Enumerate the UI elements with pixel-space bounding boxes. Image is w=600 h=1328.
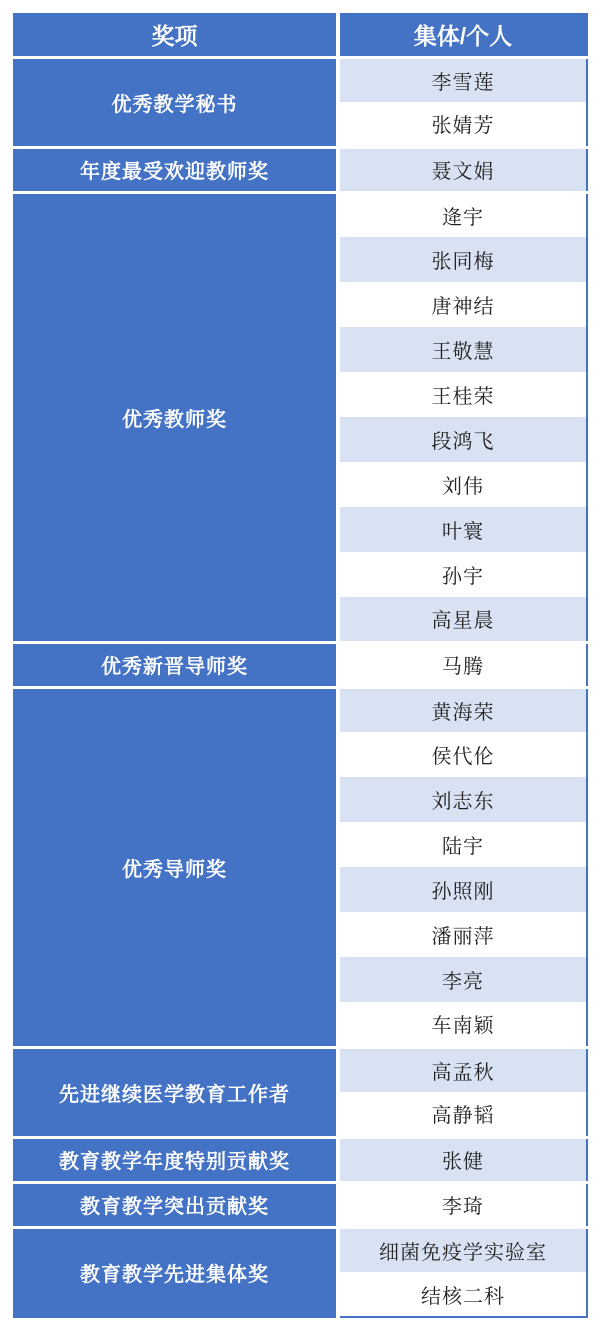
table-row — [13, 1227, 587, 1272]
recipient-cell: 逄宇 — [338, 192, 587, 237]
award-cell: 教育教学年度特别贡献奖 — [13, 1137, 338, 1182]
column-header-recipient: 集体/个人 — [338, 13, 587, 57]
recipient-cell: 孙宇 — [338, 552, 587, 597]
column-header-award: 奖项 — [13, 13, 338, 57]
recipient-cell: 高孟秋 — [338, 1047, 587, 1092]
award-cell: 教育教学突出贡献奖 — [13, 1182, 338, 1227]
recipient-cell: 叶寰 — [338, 507, 587, 552]
recipient-cell: 细菌免疫学实验室 — [338, 1227, 587, 1272]
table-row — [13, 1137, 587, 1182]
recipient-cell: 段鸿飞 — [338, 417, 587, 462]
table-row — [13, 57, 587, 102]
header-row — [13, 13, 587, 57]
recipient-cell: 李亮 — [338, 957, 587, 1002]
award-cell: 优秀导师奖 — [13, 687, 338, 1047]
award-cell: 优秀新晋导师奖 — [13, 642, 338, 687]
recipient-cell: 李雪莲 — [338, 57, 587, 102]
table-row — [13, 687, 587, 732]
recipient-cell: 刘伟 — [338, 462, 587, 507]
award-cell: 年度最受欢迎教师奖 — [13, 147, 338, 192]
recipient-cell: 孙照刚 — [338, 867, 587, 912]
recipient-cell: 潘丽萍 — [338, 912, 587, 957]
recipient-cell: 高星晨 — [338, 597, 587, 642]
recipient-cell: 张同梅 — [338, 237, 587, 282]
recipient-cell: 侯代伦 — [338, 732, 587, 777]
table-row — [13, 1047, 587, 1092]
table-row — [13, 147, 587, 192]
table-row — [13, 1182, 587, 1227]
recipient-cell: 高静韬 — [338, 1092, 587, 1137]
table-row — [13, 192, 587, 237]
recipient-cell: 张健 — [338, 1137, 587, 1182]
table-header — [13, 13, 587, 57]
award-cell: 教育教学先进集体奖 — [13, 1227, 338, 1317]
recipient-cell: 聂文娟 — [338, 147, 587, 192]
recipient-cell: 李琦 — [338, 1182, 587, 1227]
recipient-cell: 张婧芳 — [338, 102, 587, 147]
recipient-cell: 陆宇 — [338, 822, 587, 867]
recipient-cell: 王敬慧 — [338, 327, 587, 372]
recipient-cell: 黄海荣 — [338, 687, 587, 732]
awards-table — [13, 13, 588, 1318]
recipient-cell: 王桂荣 — [338, 372, 587, 417]
recipient-cell: 刘志东 — [338, 777, 587, 822]
award-cell: 优秀教师奖 — [13, 192, 338, 642]
table-row — [13, 642, 587, 687]
recipient-cell: 结核二科 — [338, 1272, 587, 1317]
recipient-cell: 车南颖 — [338, 1002, 587, 1047]
table-body — [13, 57, 587, 1317]
recipient-cell: 马腾 — [338, 642, 587, 687]
award-cell: 优秀教学秘书 — [13, 57, 338, 147]
award-cell: 先进继续医学教育工作者 — [13, 1047, 338, 1137]
recipient-cell: 唐神结 — [338, 282, 587, 327]
